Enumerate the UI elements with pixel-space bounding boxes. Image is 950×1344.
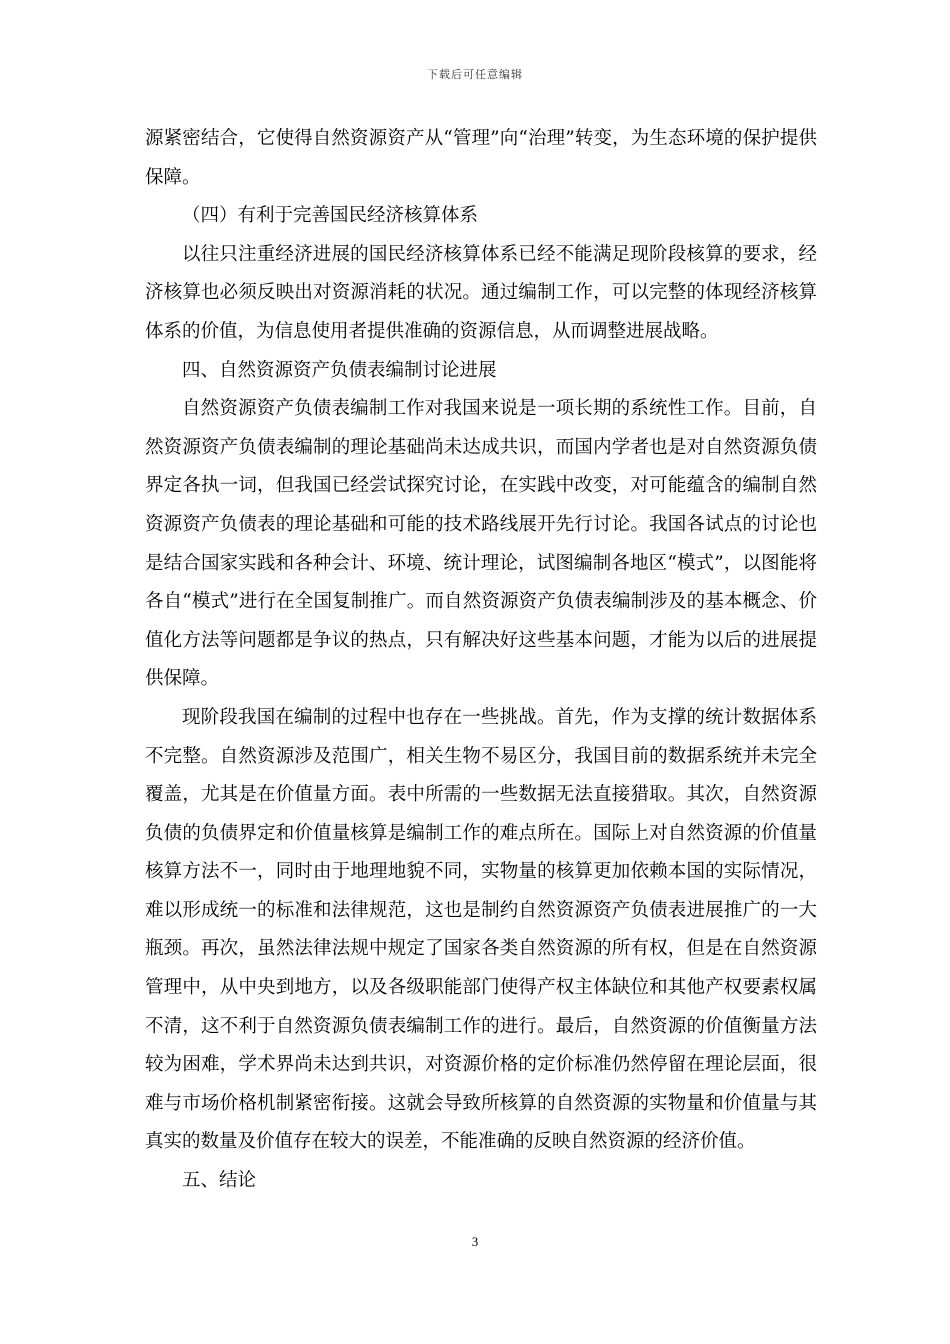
section-heading-research-progress: 四、自然资源资产负债表编制讨论进展 bbox=[182, 359, 497, 381]
paragraph-challenges: 现阶段我国在编制的过程中也存在一些挑战。首先，作为支撑的统计数据体系不完整。自然资源涉及范围广，相关生物不易区分，我国目前的数据系统并未完全覆盖，尤其是在价值量方面。表中所需的一些数据无法直接猎取。其次，自然资源负债的负债界定和价值量核算是编制工作的难点所在。国际上对自然资源的价值量核算方法不一，同时由于地理地貌不同，实物量的核算更加依赖本国的实际情况，难以形成统一的标准和法律规范，这也是制约自然资源资产负债表进展推广的一大瓶颈。再次，虽然法律法规中规定了国家各类自然资源的所有权，但是在自然资源管理中，从中央到地方，以及各级职能部门使得产权主体缺位和其他产权要素权属不清，这不利于自然资源负债表编制工作的进行。最后，自然资源的价值衡量方法较为困难，学术界尚未达到共识，对资源价格的定价标准仍然停留在理论层面，很难与市场价格机制紧密衔接。这就会导致所核算的自然资源的实物量和价值量与其真实的数量及价值存在较大的误差，不能准确的反映自然资源的经济价值。 bbox=[145, 706, 817, 1153]
paragraph-research-progress: 自然资源资产负债表编制工作对我国来说是一项长期的系统性工作。目前，自然资源资产负债表编制的理论基础尚未达成共识，而国内学者也是对自然资源负债界定各执一词，但我国已经尝试探究讨论，在实践中改变，对可能蕴含的编制自然资源资产负债表的理论基础和可能的技术路线展开先行讨论。我国各试点的讨论也是结合国家实践和各种会计、环境、统计理论，试图编制各地区“模式”，以图能将各自“模式”进行在全国复制推广。而自然资源资产负债表编制涉及的基本概念、价值化方法等问题都是争议的热点，只有解决好这些基本问题，才能为以后的进展提供保障。 bbox=[145, 398, 817, 690]
section-heading-4: （四）有利于完善国民经济核算体系 bbox=[182, 205, 479, 227]
page-header: 下载后可任意编辑 bbox=[427, 68, 523, 81]
paragraph-accounting-system: 以往只注重经济进展的国民经济核算体系已经不能满足现阶段核算的要求，经济核算也必须反映出对资源消耗的状况。通过编制工作，可以完整的体现经济核算体系的价值，为信息使用者提供准确的资源信息，从而调整进展战略。 bbox=[145, 243, 817, 342]
document-body bbox=[145, 120, 817, 1201]
paragraph-continuation: 源紧密结合，它使得自然资源资产从“管理”向“治理”转变，为生态环境的保护提供保障。 bbox=[145, 128, 817, 188]
page-number: 3 bbox=[471, 1234, 479, 1249]
section-heading-conclusion: 五、结论 bbox=[182, 1170, 257, 1192]
